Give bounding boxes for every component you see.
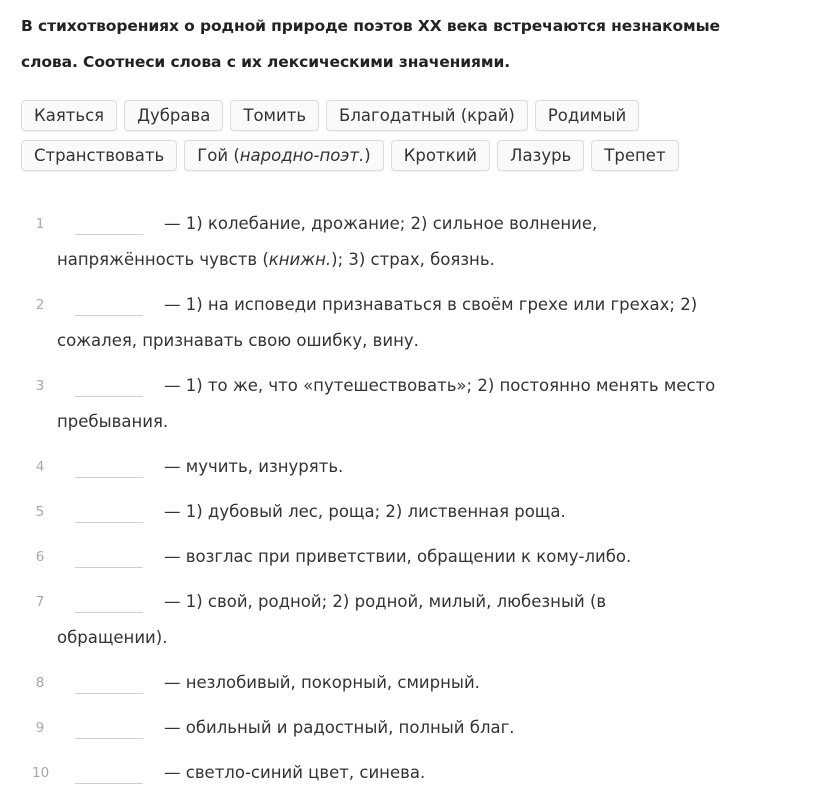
task-line-1: В стихотворениях о родной природе поэтов XX века встречаются незнакомые — [21, 17, 720, 35]
chip-note: народно-поэт. — [239, 146, 365, 165]
definition-part: ); 3) страх, боязнь. — [331, 250, 495, 269]
word-chip-kayatsya[interactable]: Каяться — [21, 100, 117, 131]
word-bank — [21, 100, 721, 180]
definition-text: — светло-синий цвет, синева. — [164, 763, 426, 782]
definition-part: сожалея, признавать свою ошибку, вину. — [57, 331, 419, 350]
list-item — [0, 755, 717, 791]
item-number: 9 — [35, 720, 45, 736]
definition-text — [57, 295, 697, 350]
item-number: 6 — [35, 549, 45, 565]
answer-drop-slot[interactable] — [75, 539, 143, 568]
definition-text: — возглас при приветствии, обращении к кому-либо. — [164, 547, 632, 566]
definition-text: — обильный и радостный, полный благ. — [164, 718, 515, 737]
item-number: 8 — [35, 675, 45, 691]
word-chip-rodimy[interactable]: Родимый — [535, 100, 639, 131]
list-item — [0, 539, 717, 575]
chip-text: Гой ( — [197, 146, 240, 165]
definition-text: — незлобивый, покорный, смирный. — [164, 673, 480, 692]
list-item — [0, 368, 717, 440]
answer-drop-slot[interactable] — [75, 206, 143, 235]
item-number: 10 — [32, 765, 50, 781]
word-chip-goy[interactable] — [184, 140, 384, 171]
definition-text — [57, 376, 715, 431]
answer-drop-slot[interactable] — [75, 710, 143, 739]
chip-text: ) — [364, 146, 371, 165]
list-item — [0, 449, 717, 485]
definition-text: — 1) свой, родной; 2) родной, милый, любезный (в обращении). — [57, 592, 607, 647]
answer-drop-slot[interactable] — [75, 584, 143, 613]
definition-note: книжн. — [268, 250, 332, 269]
item-number: 5 — [35, 504, 45, 520]
definition-list — [0, 206, 824, 800]
word-bank-row — [21, 100, 721, 131]
item-number: 2 — [35, 297, 45, 313]
list-item — [0, 287, 717, 359]
list-item — [0, 665, 717, 701]
list-item — [0, 206, 717, 278]
definition-part: пребывания. — [57, 412, 169, 431]
definition-part: — 1) на исповеди признаваться в своём грехе или грехах; 2) — [164, 295, 698, 314]
item-number: 1 — [35, 216, 45, 232]
task-instruction — [21, 8, 781, 80]
answer-drop-slot[interactable] — [75, 287, 143, 316]
definition-part: — 1) то же, что «путешествовать»; 2) постоянно менять место — [164, 376, 716, 395]
definition-part: напряжённость чувств ( — [57, 250, 269, 269]
word-chip-blagodatny[interactable]: Благодатный (край) — [326, 100, 528, 131]
definition-part: — 1) колебание, дрожание; 2) сильное волнение, — [164, 214, 598, 233]
definition-text: — 1) дубовый лес, роща; 2) лиственная роща. — [164, 502, 566, 521]
answer-drop-slot[interactable] — [75, 449, 143, 478]
answer-drop-slot[interactable] — [75, 755, 143, 784]
list-item — [0, 584, 717, 656]
list-item — [0, 710, 717, 746]
word-chip-krotky[interactable]: Кроткий — [391, 140, 490, 171]
answer-drop-slot[interactable] — [75, 665, 143, 694]
list-item — [0, 494, 717, 530]
word-chip-lazur[interactable]: Лазурь — [497, 140, 584, 171]
item-number: 3 — [35, 378, 45, 394]
word-chip-trepet[interactable]: Трепет — [591, 140, 678, 171]
word-chip-stranstvovat[interactable]: Странствовать — [21, 140, 177, 171]
word-chip-tomit[interactable]: Томить — [230, 100, 319, 131]
answer-drop-slot[interactable] — [75, 368, 143, 397]
item-number: 4 — [35, 459, 45, 475]
word-chip-dubrava[interactable]: Дубрава — [124, 100, 223, 131]
answer-drop-slot[interactable] — [75, 494, 143, 523]
task-line-2: слова. Соотнеси слова с их лексическими значениями. — [21, 53, 511, 71]
definition-text: — мучить, изнурять. — [164, 457, 344, 476]
word-bank-row — [21, 140, 721, 171]
item-number: 7 — [35, 594, 45, 610]
